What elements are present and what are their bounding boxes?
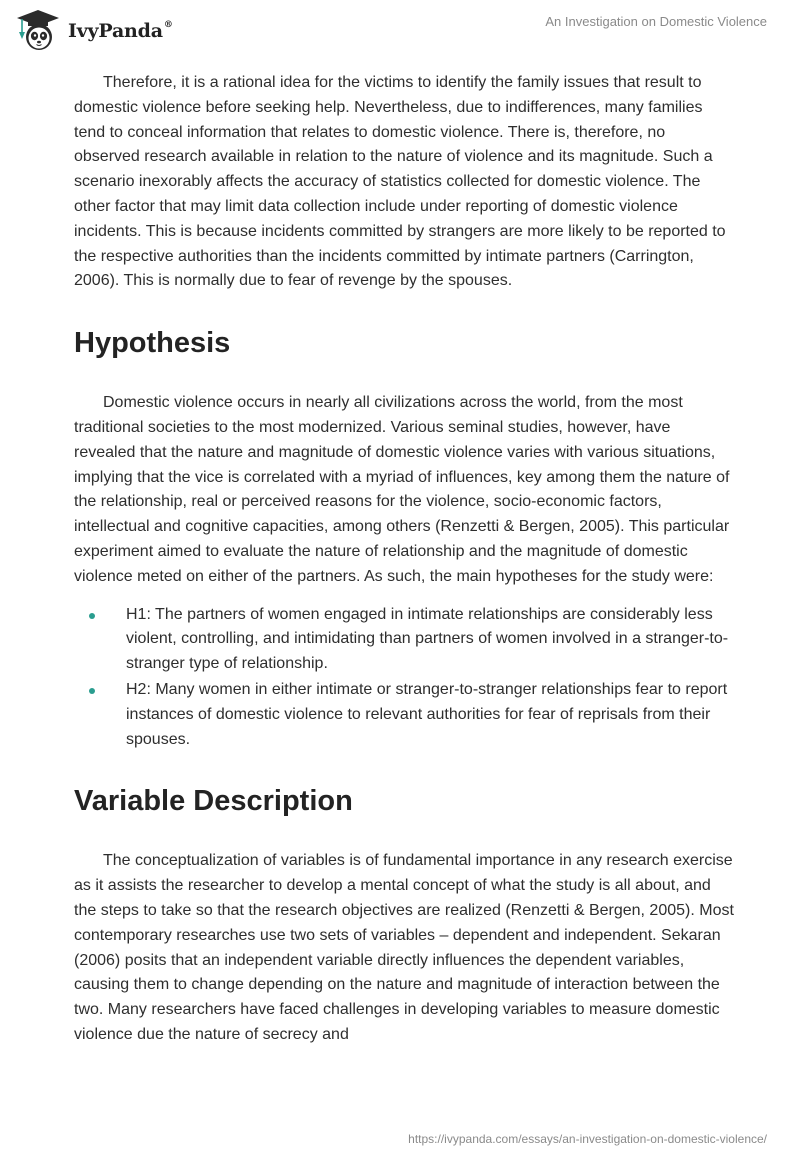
panda-graduate-icon xyxy=(14,8,62,52)
hypothesis-text: H1: The partners of women engaged in intimate relationships are considerably less violent, controlling, and intimidating than partners of women involved in a stranger-to-stranger type of relationship. xyxy=(126,605,729,673)
hypothesis-heading: Hypothesis xyxy=(74,327,231,360)
list-item xyxy=(74,603,734,677)
page-header xyxy=(0,0,800,60)
document-title: An Investigation on Domestic Violence xyxy=(545,14,767,29)
hypothesis-text: H2: Many women in either intimate or stranger-to-stranger relationships fear to report instances of domestic violence to relevant authorities for fear of reprisals from their spouses. xyxy=(126,680,728,748)
intro-paragraph: Therefore, it is a rational idea for the victims to identify the family issues that result to domestic violence before seeking help. Nevertheless, due to indifferences, many families tend to conceal information that relates to domestic violence. There is, therefore, no observed research available in relation to the nature of violence and its magnitude. Such a scenario inexorably affects the accuracy of statistics collected for domestic violence. The other factor that may limit data collection include under reporting of domestic violence incidents. This is because incidents committed by strangers are more likely to be reported to the respective authorities than the incidents committed by intimate partners (Carrington, 2006). This is normally due to fear of revenge by the spouses. xyxy=(74,74,726,290)
source-url-link[interactable]: https://ivypanda.com/essays/an-investigation-on-domestic-violence/ xyxy=(408,1132,767,1146)
logo-wordmark xyxy=(68,20,173,42)
bullet-icon xyxy=(89,613,95,619)
variable-description-heading: Variable Description xyxy=(74,785,353,818)
hypothesis-paragraph: Domestic violence occurs in nearly all civilizations across the world, from the most traditional societies to the most modernized. Various seminal studies, however, have revealed that the nature and magnitude of domestic violence varies with various situations, implying that the vice is correlated with a myriad of influences, key among them the nature of the relationship, real or perceived reasons for the violence, socio-economic factors, intellectual and cognitive capacities, among others (Renzetti & Bergen, 2005). This particular experiment aimed to evaluate the nature of relationship and the magnitude of domestic violence meted on either of the partners. As such, the main hypotheses for the study were: xyxy=(74,394,730,585)
logo-text: IvyPanda xyxy=(68,20,163,42)
list-item xyxy=(74,678,734,752)
essay-content xyxy=(74,71,734,1048)
hypotheses-list xyxy=(74,603,734,753)
registered-mark: ® xyxy=(163,19,173,30)
ivypanda-logo[interactable] xyxy=(14,8,173,52)
bullet-icon xyxy=(89,688,95,694)
variables-paragraph: The conceptualization of variables is of fundamental importance in any research exercise as it assists the researcher to develop a mental concept of what the study is all about, and the steps to take so that the research objectives are realized (Renzetti & Bergen, 2005). Most contemporary researches use two sets of variables – dependent and independent. Sekaran (2006) posits that an independent variable directly influences the dependent variables, causing them to change depending on the nature and magnitude of interaction between the two. Many researchers have faced challenges in developing variables to measure domestic violence due the nature of secrecy and xyxy=(74,852,734,1043)
